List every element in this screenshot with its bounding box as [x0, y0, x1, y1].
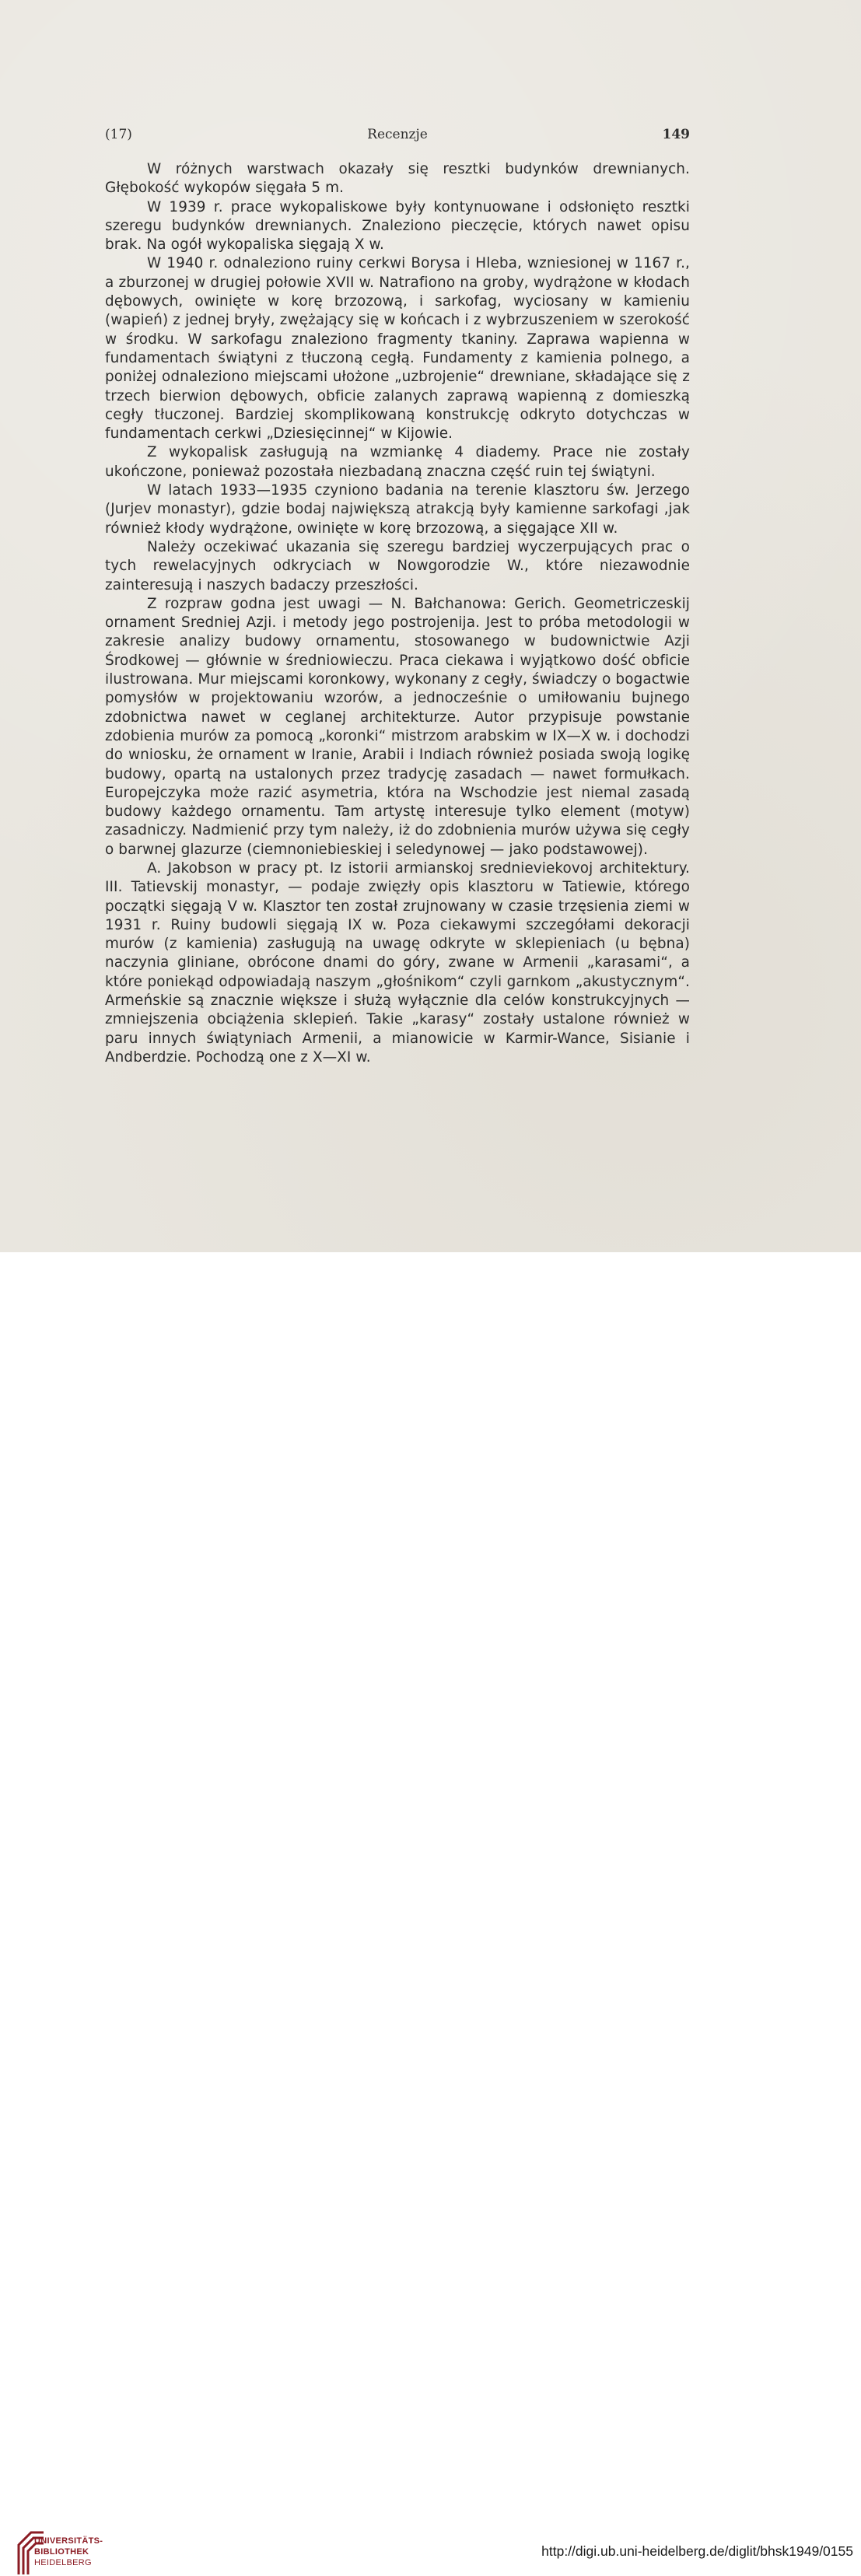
- scanned-page: [0, 0, 861, 1252]
- paragraph: Z rozpraw godna jest uwagi — N. Bałchanowa: Gerich. Geometriczeskij ornament Sredniej Azji. i metody jego postrojenija. Jest to próba metodologii w zakresie analizy budowy ornamentu, stosowanego w budownictwie Azji Środkowej — głównie w średniowieczu. Praca ciekawa i wyjątkowo dość obficie ilustrowana. Mur miejscami koronkowy, wykonany z cegły, świadczy o bogactwie pomysłów w projektowaniu wzorów, a jednocześnie o umiłowaniu bujnego zdobnictwa nawet w ceglanej architekturze. Autor przypisuje powstanie zdobienia murów za pomocą „koronki“ mistrzom arabskim w IX—X w. i dochodzi do wniosku, że ornament w Iranie, Arabii i Indiach również posiada swoją logikę budowy, opartą na ustalonych przez tradycję zasadach — nawet formułkach. Europejczyka może razić asymetria, która na Wschodzie jest niemal zasadą budowy każdego ornamentu. Tam artystę interesuje tylko element (motyw) zasadniczy. Nadmienić przy tym należy, iż do zdobnienia murów używa się cegły o barwnej glazurze (ciemnoniebieskiej i seledynowej — jako podstawowej).: [105, 595, 690, 858]
- library-name-line1: UNIVERSITÄTS-: [34, 2536, 103, 2546]
- paragraph: W latach 1933—1935 czyniono badania na terenie klasztoru św. Jerzego (Jurjev monastyr), gdzie bodaj największą atrakcją były kamienne sarkofagi ,jak również kłody wydrążone, owinięte w korę brzozową, a sięgające XII w.: [105, 482, 690, 537]
- paragraph: A. Jakobson w pracy pt. Iz istorii armianskoj srednieviekovoj architektury. III. Tatievskij monastyr, — podaje zwięzły opis klasztoru w Tatiewie, którego początki sięgają V w. Klasztor ten został zrujnowany w czasie trzęsienia ziemi w 1931 r. Ruiny budowli sięgają IX w. Poza ciekawymi szczegółami dekoracji murów (z kamienia) zasługują na uwagę odkryte w sklepieniach (u bębna) naczynia gliniane, obrócone dnami do góry, zwane w Armenii „karasami“, a które poniekąd odpowiadają naszym „głośnikom“ czyli garnkom „akustycznym“. Armeńskie są znacznie większe i służą wyłącznie dla celów konstrukcyjnych — zmniejszenia obciążenia sklepień. Takie „karasy“ zostały ustalone również w paru innych świątyniach Armenii, a mianowicie w Karmir-Wance, Sisianie i Andberdzie. Pochodzą one z X—XI w.: [105, 859, 690, 1066]
- paragraph: Należy oczekiwać ukazania się szeregu bardziej wyczerpujących prac o tych rewelacyjnych odkryciach w Nowgorodzie W., które niezawodnie zainteresują i naszych badaczy przeszłości.: [105, 538, 690, 593]
- running-header: [105, 127, 690, 145]
- running-title: Recenzje: [367, 127, 428, 142]
- library-name-line3: HEIDELBERG: [34, 2558, 92, 2567]
- body-text: [105, 160, 690, 1067]
- paragraph: Z wykopalisk zasługują na wzmiankę 4 diademy. Prace nie zostały ukończone, ponieważ pozostała niezbadaną znaczna część ruin tej świątyni.: [105, 444, 690, 480]
- viewer-footer: [0, 1252, 861, 2567]
- paragraph: W 1940 r. odnaleziono ruiny cerkwi Borysa i Hleba, wzniesionej w 1167 r., a zburzonej w drugiej połowie XVII w. Natrafiono na groby, wydrążone w kłodach dębowych, owinięte w korę brzozową, i sarkofag, wyciosany w kamieniu (wapień) z jednej bryły, zwężający się w końcach i z wybrzuszeniem w szerokość w środku. W sarkofagu znaleziono fragmenty tkaniny. Zaprawa wapienna w fundamentach świątyni z tłuczoną cegłą. Fundamenty z kamienia polnego, a poniżej odnaleziono miejscami ułożone „uzbrojenie“ drewniane, składające się z trzech bierwion dębowych, obficie zalanych zaprawą wapienną z domieszką cegły tłuczonej. Bardziej skomplikowaną konstrukcję odkryto dotychczas w fundamentach cerkwi „Dziesięcinnej“ w Kijowie.: [105, 255, 690, 443]
- paragraph: W różnych warstwach okazały się resztki budynków drewnianych. Głębokość wykopów sięgała 5 m.: [105, 161, 690, 197]
- library-name: [34, 2536, 103, 2568]
- permalink[interactable]: http://digi.ub.uni-heidelberg.de/diglit/bhsk1949/0155: [541, 2543, 853, 2559]
- library-name-line2: BIBLIOTHEK: [34, 2547, 89, 2557]
- paragraph: W 1939 r. prace wykopaliskowe były kontynuowane i odsłonięto resztki szeregu budynków drewnianych. Znaleziono pieczęcie, których nawet opisu brak. Na ogół wykopaliska sięgają X w.: [105, 198, 690, 254]
- section-number: (17): [105, 127, 132, 142]
- page-number: 149: [662, 127, 690, 142]
